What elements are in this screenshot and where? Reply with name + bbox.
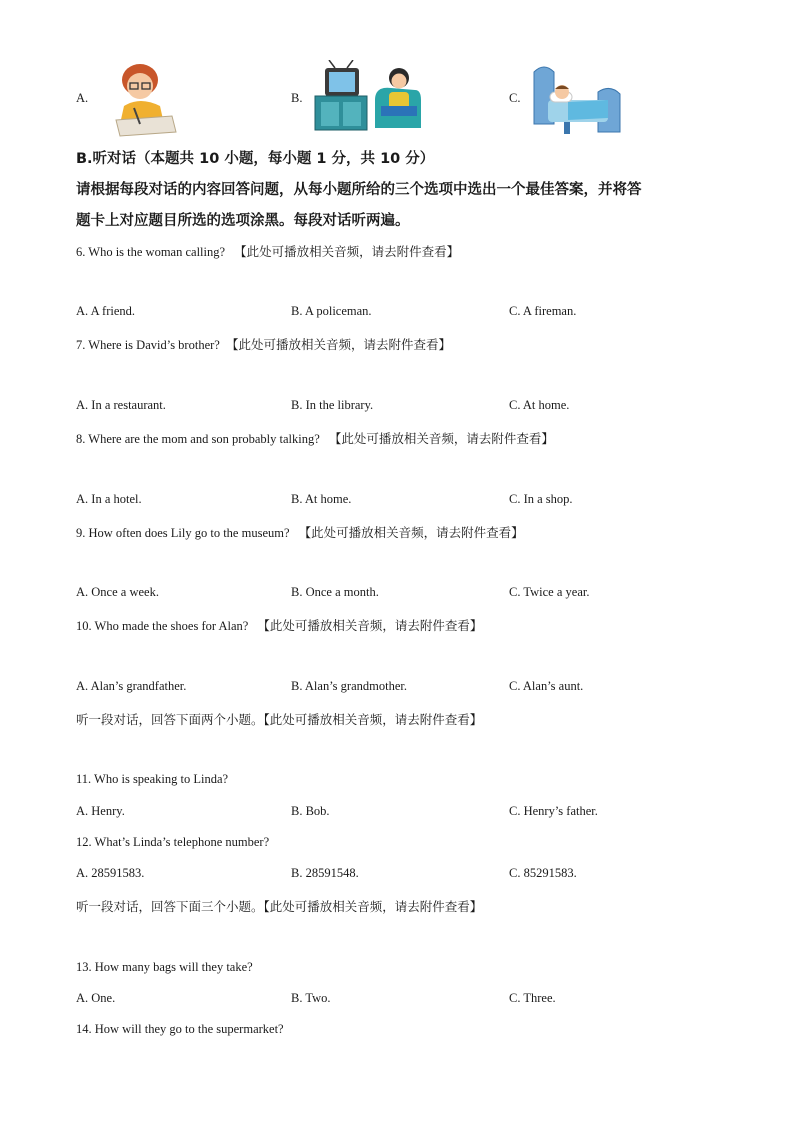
q8-option-c: C. In a shop. xyxy=(509,492,573,506)
q8-option-a: A. In a hotel. xyxy=(76,492,142,506)
section-heading: B.听对话（本题共 10 小题，每小题 1 分，共 10 分） xyxy=(76,151,435,167)
q6-option-b: B. A policeman. xyxy=(291,304,372,318)
question-10-text: 10. Who made the shoes for Alan? xyxy=(76,619,249,633)
question-7 xyxy=(76,335,451,353)
q13-option-b: B. Two. xyxy=(291,991,331,1005)
q9-option-c: C. Twice a year. xyxy=(509,585,590,599)
question-9 xyxy=(76,523,524,541)
q7-option-c: C. At home. xyxy=(509,398,570,412)
group-1-intro xyxy=(76,710,482,728)
q9-option-b: B. Once a month. xyxy=(291,585,379,599)
q10-option-b: B. Alan’s grandmother. xyxy=(291,679,407,693)
question-7-text: 7. Where is David’s brother? xyxy=(76,338,220,352)
q11-option-a: A. Henry. xyxy=(76,804,125,818)
audio-note: 【此处可播放相关音频，请去附件查看】 xyxy=(263,899,483,914)
q13-option-c: C. Three. xyxy=(509,991,556,1005)
section-instruction-line-1: 请根据每段对话的内容回答问题，从每小题所给的三个选项中选出一个最佳答案，并将答 xyxy=(76,182,642,198)
option-b-label: B. xyxy=(291,91,303,105)
audio-note: 【此处可播放相关音频，请去附件查看】 xyxy=(263,712,483,727)
group-2-intro xyxy=(76,897,482,915)
q6-option-a: A. A friend. xyxy=(76,304,136,318)
option-a-label: A. xyxy=(76,91,89,105)
group-1-intro-text: 听一段对话，回答下面两个小题。 xyxy=(76,712,264,727)
q12-option-b: B. 28591548. xyxy=(291,866,359,880)
boy-sleeping-picture xyxy=(528,62,624,143)
q9-option-a: A. Once a week. xyxy=(76,585,159,599)
question-14-text: 14. How will they go to the supermarket? xyxy=(76,1022,284,1036)
q7-option-b: B. In the library. xyxy=(291,398,374,412)
q12-option-a: A. 28591583. xyxy=(76,866,145,880)
question-8-text: 8. Where are the mom and son probably talking? xyxy=(76,432,320,446)
question-6-text: 6. Who is the woman calling? xyxy=(76,245,226,259)
question-9-text: 9. How often does Lily go to the museum? xyxy=(76,526,290,540)
section-instruction-line-2: 题卡上对应题目所选的选项涂黑。每段对话听两遍。 xyxy=(76,213,410,229)
audio-note: 【此处可播放相关音频，请去附件查看】 xyxy=(328,431,554,446)
q8-option-b: B. At home. xyxy=(291,492,352,506)
tv-and-girl-picture xyxy=(311,60,426,139)
question-12-text: 12. What’s Linda’s telephone number? xyxy=(76,835,270,849)
q13-option-a: A. One. xyxy=(76,991,116,1005)
q10-option-c: C. Alan’s aunt. xyxy=(509,679,584,693)
q11-option-c: C. Henry’s father. xyxy=(509,804,598,818)
q12-option-c: C. 85291583. xyxy=(509,866,577,880)
group-2-intro-text: 听一段对话，回答下面三个小题。 xyxy=(76,899,264,914)
question-6 xyxy=(76,242,459,260)
q10-option-a: A. Alan’s grandfather. xyxy=(76,679,187,693)
option-c-label: C. xyxy=(509,91,521,105)
audio-note: 【此处可播放相关音频，请去附件查看】 xyxy=(225,337,451,352)
q6-option-c: C. A fireman. xyxy=(509,304,577,318)
question-10 xyxy=(76,616,482,634)
q11-option-b: B. Bob. xyxy=(291,804,330,818)
audio-note: 【此处可播放相关音频，请去附件查看】 xyxy=(257,618,483,633)
question-8 xyxy=(76,429,554,447)
audio-note: 【此处可播放相关音频，请去附件查看】 xyxy=(298,525,524,540)
audio-note: 【此处可播放相关音频，请去附件查看】 xyxy=(234,244,460,259)
question-11-text: 11. Who is speaking to Linda? xyxy=(76,772,229,786)
boy-writing-picture xyxy=(110,58,180,143)
question-13-text: 13. How many bags will they take? xyxy=(76,960,253,974)
q7-option-a: A. In a restaurant. xyxy=(76,398,166,412)
